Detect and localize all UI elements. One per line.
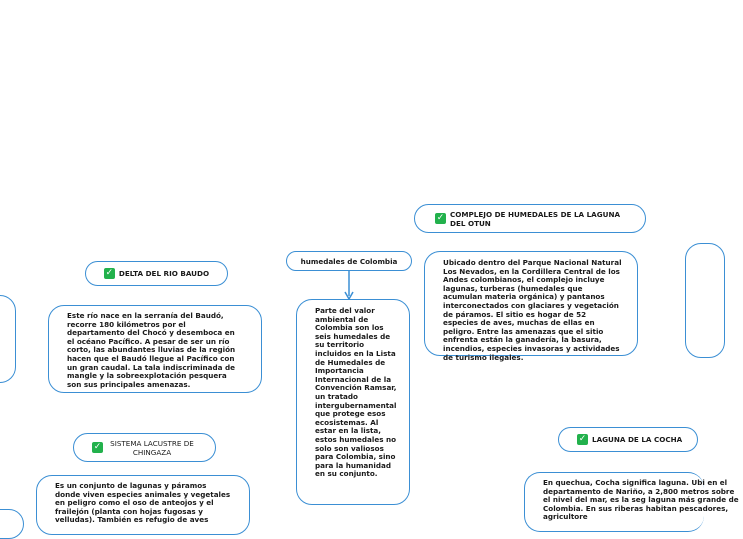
center-description-node[interactable] (296, 299, 410, 505)
cocha-description: En quechua, Cocha significa laguna. Ubi en el departamento de Nariño, a 2,800 metros sobre el nivel del mar, es la seg laguna más grande de Colombia. En sus riberas habitan pescadores, agricultore (543, 478, 739, 522)
cocha-description-node[interactable] (524, 472, 739, 532)
check-icon: ✓ (105, 268, 114, 278)
otun-title-node[interactable] (414, 204, 646, 233)
delta-description: Este río nace en la serranía del Baudó, recorre 180 kilómetros por el departamento del Chocó y desemboca en el océano Pacífico. A pesar de ser un río corto, las abundantes lluvias de la región hacen que el Baudó llegue al Pacífico con un gran caudal. La tala indiscriminada de mangle y la sobreexplotación pesquera son sus principales amenazas. (67, 311, 236, 389)
otun-description-node[interactable] (424, 251, 638, 362)
chingaza-title: SISTEMA LACUSTRE DE CHINGAZA (110, 438, 194, 457)
chingaza-description-node[interactable] (36, 475, 250, 535)
edge-node-right[interactable] (685, 243, 725, 358)
edge-node-left[interactable] (0, 295, 16, 383)
check-icon: ✓ (436, 213, 445, 223)
check-icon: ✓ (93, 442, 102, 452)
delta-title: DELTA DEL RIO BAUDO (118, 269, 210, 278)
chingaza-description: Es un conjunto de lagunas y páramos donde viven especies animales y vegetales en peligro como el oso de anteojos y el frailejón (planta con hojas fugosas y velludas). También es refugio de aves (55, 481, 231, 525)
chingaza-title-node[interactable] (73, 433, 216, 462)
otun-description: Ubicado dentro del Parque Nacional Natural Los Nevados, en la Cordillera Central de los Andes colombianos, el complejo incluye lagunas, turberas (humedales que acumulan materia orgánica) y pantanos interconectados con glaciares y vegetación de páramos. El sitio es hogar de 52 especies de aves, muchas de ellas en peligro. Entre las amenazas que el sitio enfrenta están la ganadería, la basura, incendios, especies invasoras y actividades de turismo ilegales. (443, 258, 622, 362)
delta-title-node[interactable] (85, 261, 228, 286)
delta-description-node[interactable] (48, 305, 262, 393)
cocha-title: LAGUNA DE LA COCHA (592, 435, 683, 444)
otun-title: COMPLEJO DE HUMEDALES DE LA LAGUNA DEL OTUN (450, 209, 621, 228)
cocha-title-node[interactable] (558, 427, 698, 452)
center-title: humedales de Colombia (300, 256, 398, 266)
edge-node-bottom-left[interactable] (0, 509, 24, 539)
center-description: Parte del valor ambiental de Colombia son los seis humedales de su territorio incluidos en la Lista de Humedales de Importancia Internacional de la Convención Ramsar, un tratado intergubernamental que protege esos ecosistemas. Al estar en la lista, estos humedales no solo son valiosos para Colombia, sino para la humanidad en su conjunto. (315, 306, 397, 479)
center-title-node[interactable] (286, 251, 412, 271)
check-icon: ✓ (578, 434, 587, 444)
